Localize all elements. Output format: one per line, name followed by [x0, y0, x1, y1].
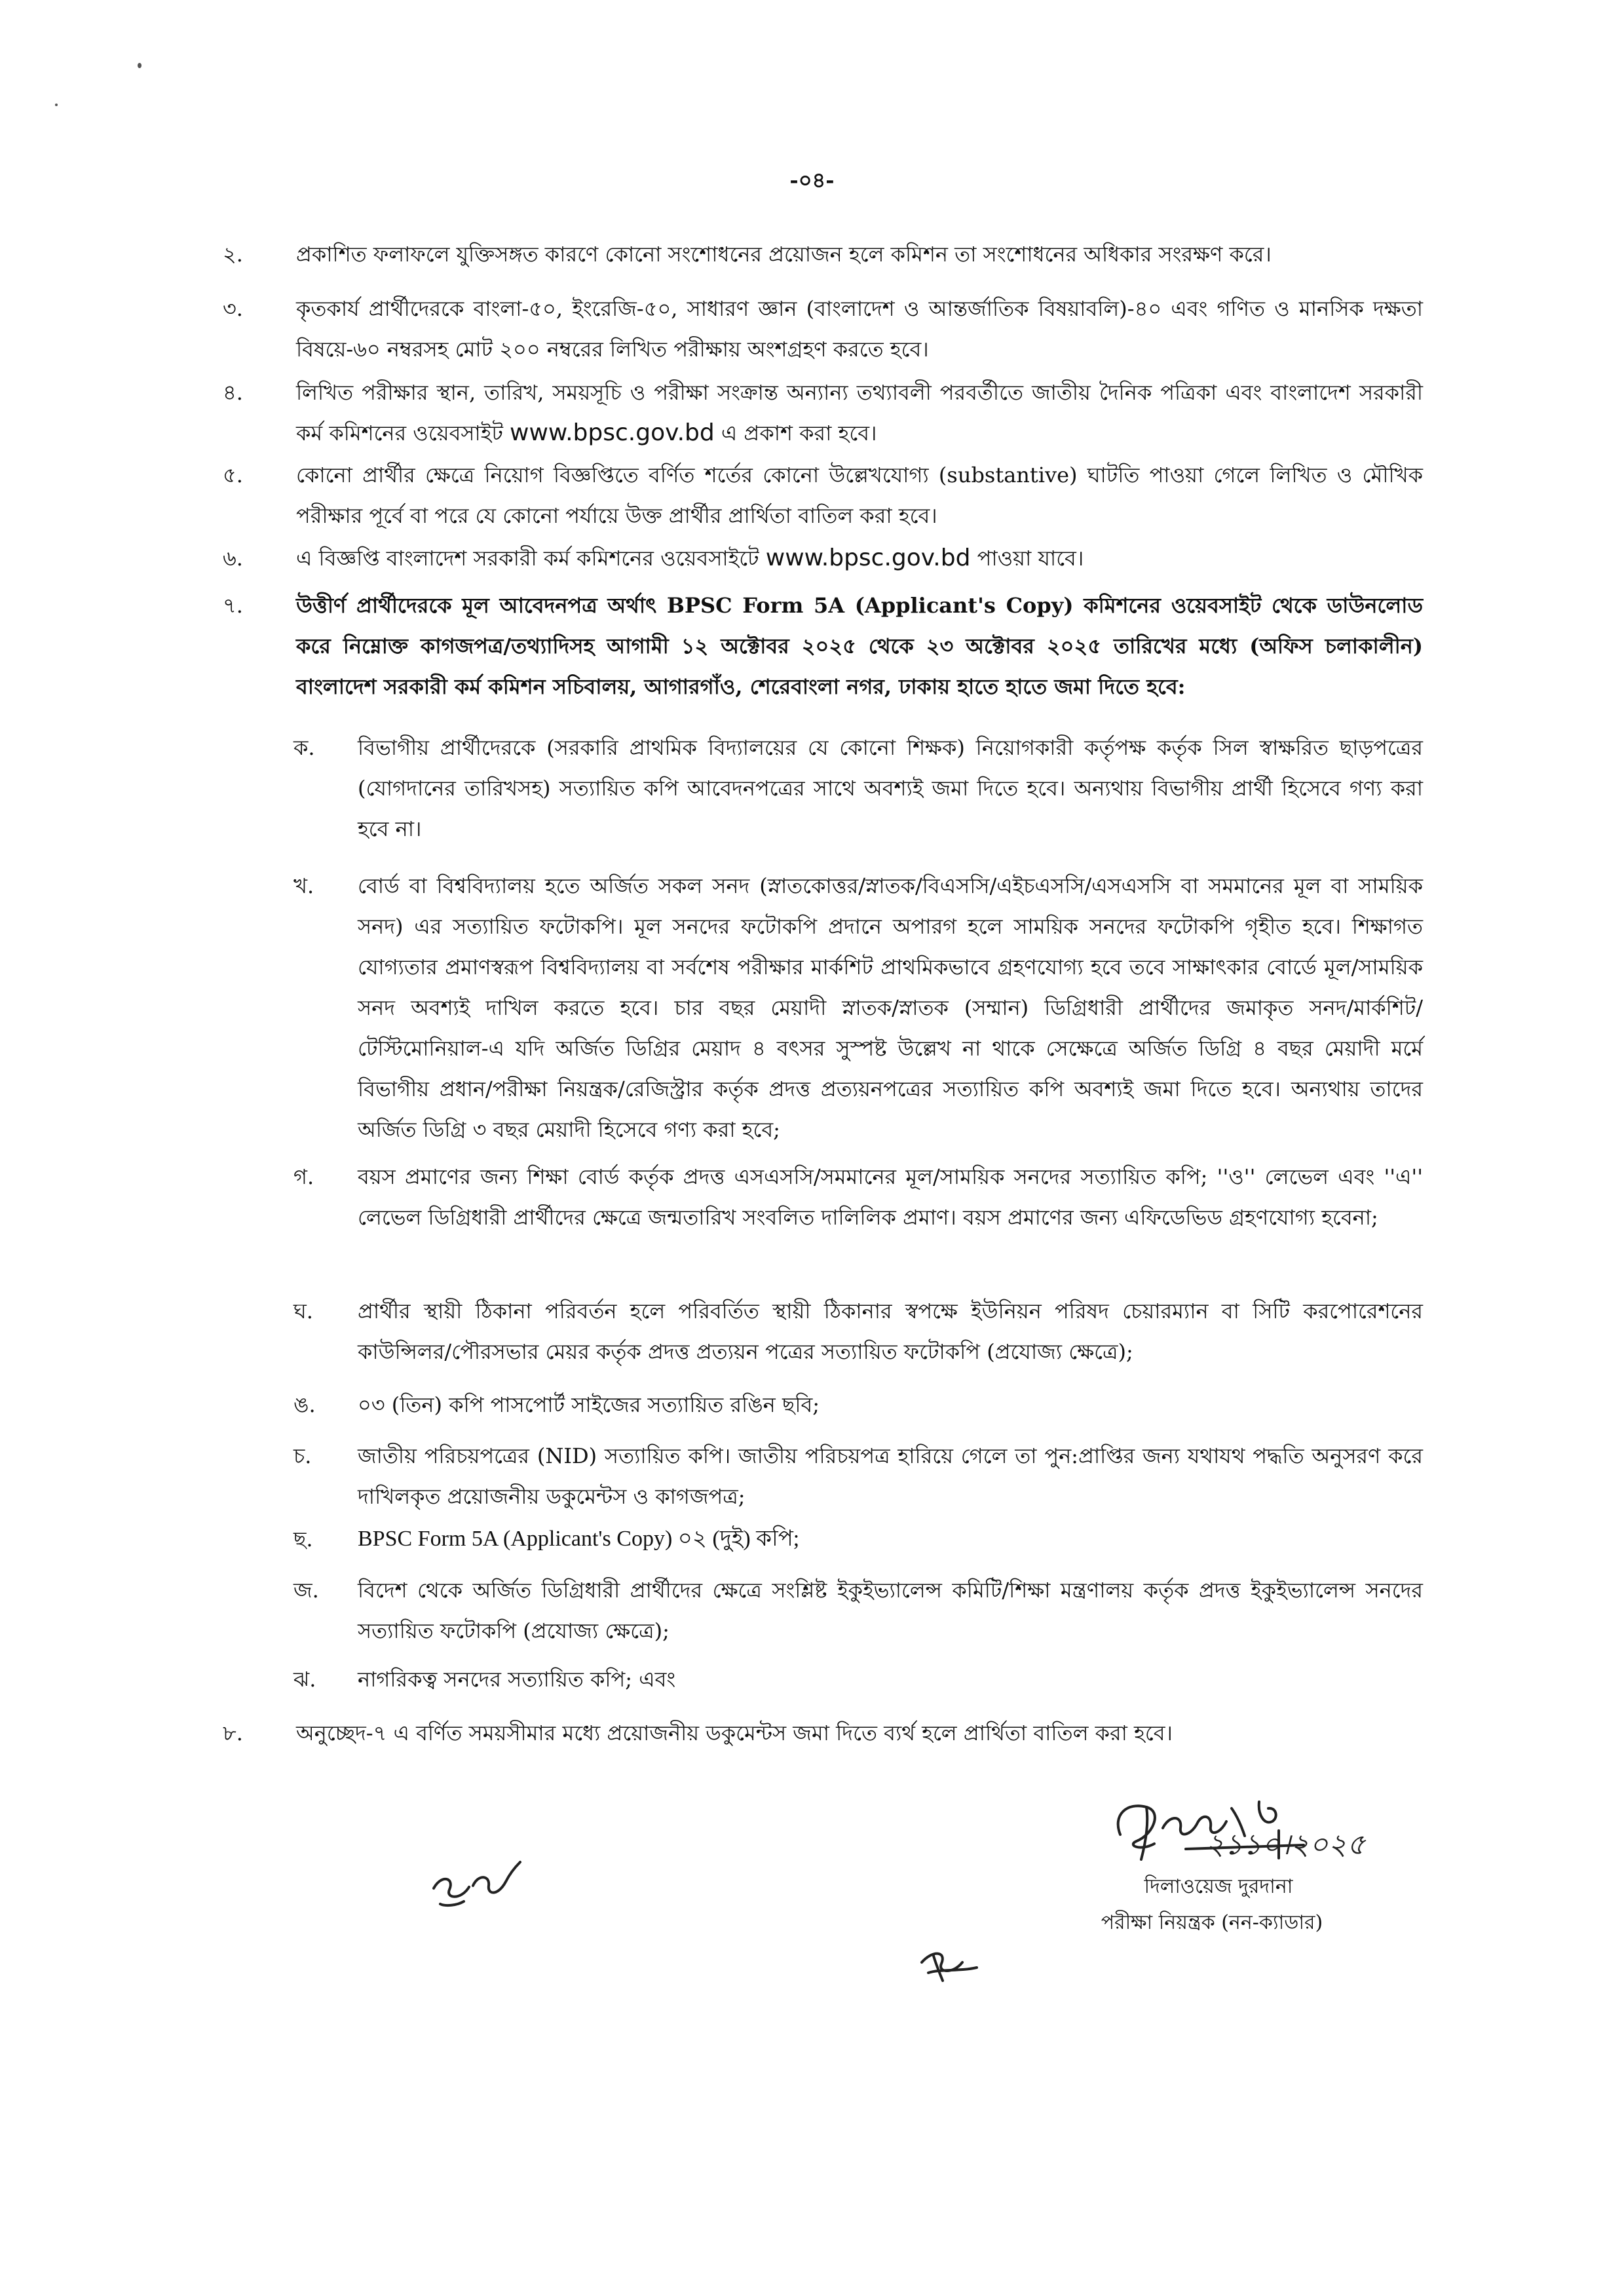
sub-item-number: ছ.	[293, 1527, 313, 1552]
handwritten-initials	[426, 1848, 531, 1913]
sub-item-number: ঙ.	[293, 1392, 316, 1417]
sub-item-number: গ.	[293, 1164, 314, 1189]
item-number: ২.	[223, 242, 243, 267]
sub-item-text: বয়স প্রমাণের জন্য শিক্ষা বোর্ড কর্তৃক প্রদত্ত এসএসসি/সমমানের মূল/সাময়িক সনদের সত্যায়িত কপি; ''ও'' লেভেল এবং ''এ'' লেভেল ডিগ্রিধারী প্রার্থীদের ক্ষেত্রে জন্মতারিখ সংবলিত দালিলিক প্রমাণ। বয়স প্রমাণের জন্য এফিডেভিড গ্রহণযোগ্য হবেনা;	[358, 1164, 1423, 1230]
sub-item-text: BPSC Form 5A (Applicant's Copy) ০২ (দুই) কপি;	[358, 1527, 800, 1551]
signature-date: ২১১০।২০২৫	[1205, 1828, 1366, 1861]
sub-item-text: প্রার্থীর স্থায়ী ঠিকানা পরিবর্তন হলে পরিবর্তিত স্থায়ী ঠিকানার স্বপক্ষে ইউনিয়ন পরিষদ চেয়ারম্যান বা সিটি করপোরেশনের কাউন্সিলর/পৌরসভার মেয়র কর্তৃক প্রদত্ত প্রত্যয়ন পত্রের সত্যায়িত ফটোকপি (প্রযোজ্য ক্ষেত্রে);	[358, 1299, 1423, 1364]
sub-item-number: ঝ.	[293, 1667, 316, 1692]
sub-item-number: চ.	[293, 1443, 312, 1468]
item-text: কৃতকার্য প্রার্থীদেরকে বাংলা-৫০, ইংরেজি-৫০, সাধারণ জ্ঞান (বাংলাদেশ ও আন্তর্জাতিক বিষয়াবলি)-৪০ এবং গণিত ও মানসিক দক্ষতা বিষয়ে-৬০ নম্বরসহ মোট ২০০ নম্বরের লিখিত পরীক্ষায় অংশগ্রহণ করতে হবে।	[296, 296, 1423, 362]
item-text	[296, 538, 1423, 579]
item-number: ৫.	[223, 463, 243, 487]
sub-item-text: জাতীয় পরিচয়পত্রের (NID) সত্যায়িত কপি। জাতীয় পরিচয়পত্র হারিয়ে গেলে তা পুন:প্রাপ্তির জন্য যথাযথ পদ্ধতি অনুসরণ করে দাখিলকৃত প্রয়োজনীয় ডকুমেন্টস ও কাগজপত্র;	[358, 1443, 1423, 1509]
scan-speck	[55, 104, 58, 106]
item-number: ৬.	[223, 546, 243, 571]
sub-item-text: বিদেশ থেকে অর্জিত ডিগ্রিধারী প্রার্থীদের ক্ষেত্রে সংশ্লিষ্ট ইকুইভ্যালেন্স কমিটি/শিক্ষা মন্ত্রণালয় কর্তৃক প্রদত্ত ইকুইভ্যালেন্স সনদের সত্যায়িত ফটোকপি (প্রযোজ্য ক্ষেত্রে);	[358, 1578, 1423, 1643]
item-text: উত্তীর্ণ প্রার্থীদেরকে মূল আবেদনপত্র অর্থাৎ BPSC Form 5A (Applicant's Copy) কমিশনের ওয়েবসাইট থেকে ডাউনলোড করে নিম্নোক্ত কাগজপত্র/তথ্যাদিসহ আগামী ১২ অক্টোবর ২০২৫ থেকে ২৩ অক্টোবর ২০২৫ তারিখের মধ্যে (অফিস চলাকালীন) বাংলাদেশ সরকারী কর্ম কমিশন সচিবালয়, আগারগাঁও, শেরেবাংলা নগর, ঢাকায় হাতে হাতে জমা দিতে হবে:	[296, 593, 1423, 699]
sub-item-text: নাগরিকত্ব সনদের সত্যায়িত কপি; এবং	[358, 1667, 676, 1692]
item-number: ৪.	[223, 380, 243, 405]
page-number: -০৪-	[789, 168, 835, 193]
sub-item-text: বিভাগীয় প্রার্থীদেরকে (সরকারি প্রাথমিক বিদ্যালয়ের যে কোনো শিক্ষক) নিয়োগকারী কর্তৃপক্ষ কর্তৃক সিল স্বাক্ষরিত ছাড়পত্রের (যোগদানের তারিখসহ) সত্যায়িত কপি আবেদনপত্রের সাথে অবশ্যই জমা দিতে হবে। অন্যথায় বিভাগীয় প্রার্থী হিসেবে গণ্য করা হবে না।	[358, 735, 1423, 841]
item-text	[296, 372, 1423, 453]
item-text-part: এ বিজ্ঞপ্তি বাংলাদেশ সরকারী কর্ম কমিশনের ওয়েবসাইটে	[296, 546, 759, 571]
signatory-name: দিলাওয়েজ দুরদানা	[1144, 1875, 1293, 1898]
website-link[interactable]: www.bpsc.gov.bd	[510, 419, 715, 446]
item-text-part: লিখিত পরীক্ষার স্থান, তারিখ, সময়সূচি ও পরীক্ষা সংক্রান্ত অন্যান্য তথ্যাবলী পরবর্তীতে জাতীয় দৈনিক পত্রিকা এবং বাংলাদেশ সরকারী কর্ম কমিশনের ওয়েবসাইট	[296, 380, 1423, 446]
sub-item-number: খ.	[293, 873, 314, 898]
sub-item-number: জ.	[293, 1578, 319, 1603]
scan-speck	[138, 63, 142, 68]
item-number: ৮.	[223, 1721, 243, 1745]
sub-item-number: ক.	[293, 735, 315, 760]
item-text: প্রকাশিত ফলাফলে যুক্তিসঙ্গত কারণে কোনো সংশোধনের প্রয়োজন হলে কমিশন তা সংশোধনের অধিকার সংরক্ষণ করে।	[296, 242, 1272, 267]
website-link[interactable]: www.bpsc.gov.bd	[765, 544, 971, 571]
sub-item-text: বোর্ড বা বিশ্ববিদ্যালয় হতে অর্জিত সকল সনদ (স্নাতকোত্তর/স্নাতক/বিএসসি/এইচএসসি/এসএসসি বা সমমানের মূল বা সাময়িক সনদ) এর সত্যায়িত ফটোকপি। মূল সনদের ফটোকপি প্রদানে অপারগ হলে সাময়িক সনদের ফটোকপি গৃহীত হবে। শিক্ষাগত যোগ্যতার প্রমাণস্বরূপ বিশ্ববিদ্যালয় বা সর্বশেষ পরীক্ষার মার্কশিট প্রাথমিকভাবে গ্রহণযোগ্য হবে তবে সাক্ষাৎকার বোর্ডে মূল/সাময়িক সনদ অবশ্যই দাখিল করতে হবে। চার বছর মেয়াদী স্নাতক/স্নাতক (সম্মান) ডিগ্রিধারী প্রার্থীদের জমাকৃত সনদ/মার্কশিট/টেস্টিমোনিয়াল-এ যদি অর্জিত ডিগ্রির মেয়াদ ৪ বৎসর সুস্পষ্ট উল্লেখ না থাকে সেক্ষেত্রে অর্জিত ডিগ্রি ৪ বছর মেয়াদী মর্মে বিভাগীয় প্রধান/পরীক্ষা নিয়ন্ত্রক/রেজিস্ট্রার কর্তৃক প্রদত্ত প্রত্যয়নপত্রের সত্যায়িত কপি অবশ্যই জমা দিতে হবে। অন্যথায় তাদের অর্জিত ডিগ্রি ৩ বছর মেয়াদী হিসেবে গণ্য করা হবে;	[358, 873, 1423, 1142]
sub-item-number: ঘ.	[293, 1299, 313, 1324]
flourish-mark	[914, 1943, 986, 1989]
item-text-part: পাওয়া যাবে।	[977, 546, 1084, 571]
signatory-designation: পরীক্ষা নিয়ন্ত্রক (নন-ক্যাডার)	[1101, 1911, 1323, 1934]
item-number: ৩.	[223, 296, 243, 321]
sub-item-text: ০৩ (তিন) কপি পাসপোর্ট সাইজের সত্যায়িত রঙিন ছবি;	[358, 1392, 820, 1417]
item-text: অনুচ্ছেদ-৭ এ বর্ণিত সময়সীমার মধ্যে প্রয়োজনীয় ডকুমেন্টস জমা দিতে ব্যর্থ হলে প্রার্থিতা বাতিল করা হবে।	[296, 1721, 1173, 1745]
item-text-part: এ প্রকাশ করা হবে।	[721, 421, 877, 446]
item-number: ৭.	[223, 593, 243, 618]
item-text: কোনো প্রার্থীর ক্ষেত্রে নিয়োগ বিজ্ঞপ্তিতে বর্ণিত শর্তের কোনো উল্লেখযোগ্য (substantive) ঘাটতি পাওয়া গেলে লিখিত ও মৌখিক পরীক্ষার পূর্বে বা পরে যে কোনো পর্যায়ে উক্ত প্রার্থীর প্রার্থিতা বাতিল করা হবে।	[296, 463, 1423, 528]
handwritten-signature	[1107, 1789, 1408, 1867]
